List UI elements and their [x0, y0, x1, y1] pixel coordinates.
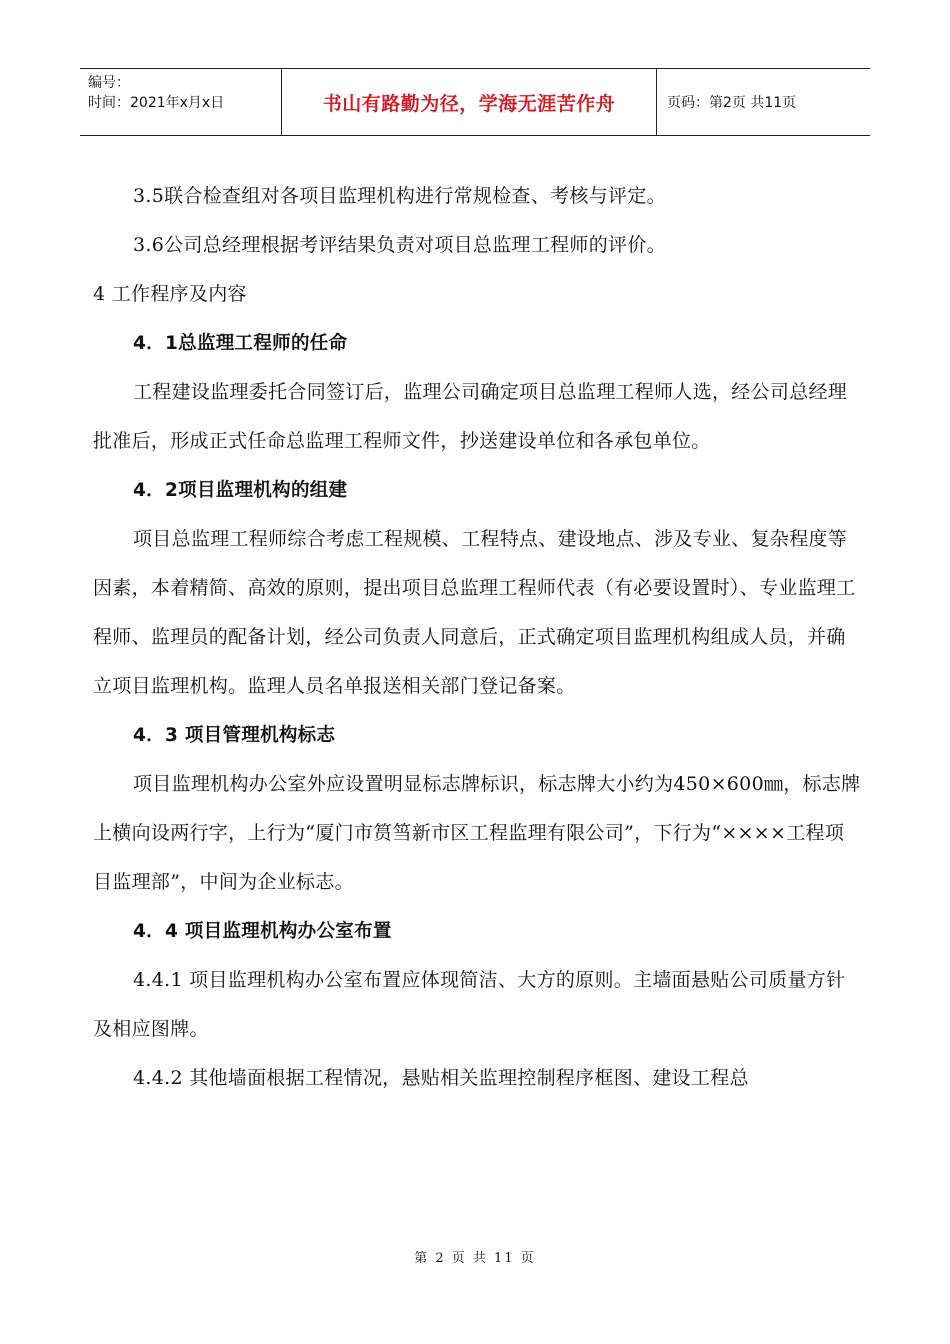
subsection-heading-4-2: 4．2项目监理机构的组建	[133, 480, 348, 501]
paragraph-4-2-body: 项目总监理工程师综合考虑工程规模、工程特点、建设地点、涉及专业、复杂程度等因素，本着精简、高效的原则，提出项目总监理工程师代表（有必要设置时）、专业监理工程师、监理员的配备计划，经公司负责人同意后，正式确定项目监理机构组成人员，并确立项目监理机构。监理人员名单报送相关部门登记备案。	[93, 528, 856, 697]
paragraph-4-4-1: 4.4.1 项目监理机构办公室布置应体现简洁、大方的原则。主墙面悬贴公司质量方针及相应图牌。	[93, 969, 846, 1040]
document-number-label: 编号：	[88, 75, 130, 91]
header-motto-cell	[282, 69, 657, 135]
paragraph-4-3-body: 项目监理机构办公室外应设置明显标志牌标识，标志牌大小约为450×600㎜，标志牌上横向设两行字，上行为“厦门市筼筜新市区工程监理有限公司”，下行为“××××工程项目监理部”，中间为企业标志。	[93, 773, 861, 893]
header-motto: 书山有路勤为径，学海无涯苦作舟	[322, 92, 616, 115]
document-body	[93, 172, 861, 1103]
subsection-heading-4-3: 4．3 项目管理机构标志	[133, 725, 336, 746]
page-footer: 第 2 页 共 11 页	[414, 1251, 536, 1266]
subsection-heading-4-4: 4．4 项目监理机构办公室布置	[133, 921, 392, 942]
paragraph-4-4-2: 4.4.2 其他墙面根据工程情况，悬贴相关监理控制程序框图、建设工程总	[133, 1067, 749, 1089]
header-page-info: 页码：第2页 共11页	[667, 95, 797, 111]
header-meta-cell	[80, 69, 282, 135]
document-header	[80, 68, 870, 136]
paragraph-3-6: 3.6公司总经理根据考评结果负责对项目总监理工程师的评价。	[133, 234, 666, 256]
subsection-heading-4-1: 4．1总监理工程师的任命	[133, 333, 348, 354]
paragraph-3-5: 3.5联合检查组对各项目监理机构进行常规检查、考核与评定。	[133, 185, 666, 207]
section-heading-4: 4 工作程序及内容	[93, 283, 247, 305]
paragraph-4-1-body: 工程建设监理委托合同签订后，监理公司确定项目总监理工程师人选，经公司总经理批准后，形成正式任命总监理工程师文件，抄送建设单位和各承包单位。	[93, 381, 848, 452]
header-page-cell	[657, 69, 870, 135]
document-date: 时间：2021年x月x日	[88, 95, 225, 111]
